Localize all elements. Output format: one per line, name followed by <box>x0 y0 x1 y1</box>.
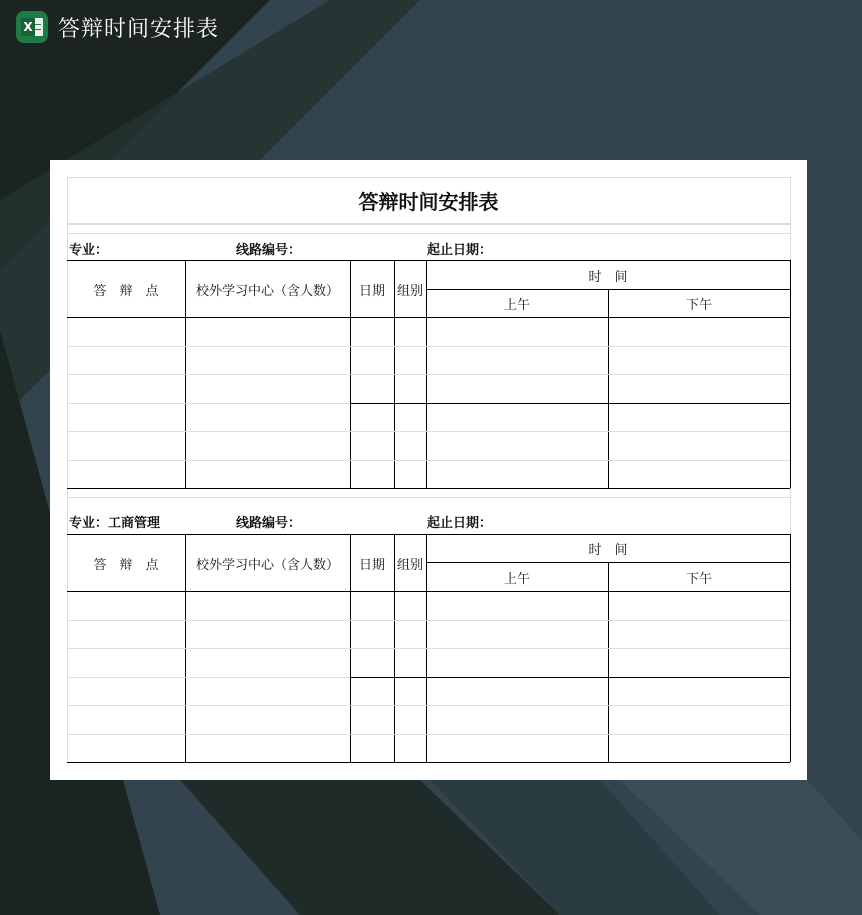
date-range-label: 起止日期： <box>427 516 493 531</box>
table-border <box>790 260 791 488</box>
route-number-label: 线路编号： <box>236 516 302 531</box>
header-time: 时 间 <box>588 269 628 285</box>
table-border <box>350 403 790 404</box>
date-range-label: 起止日期： <box>427 243 493 258</box>
table-border <box>350 677 790 678</box>
table-border <box>67 591 790 592</box>
table-border <box>67 762 790 763</box>
gridline <box>67 177 790 178</box>
header-morning: 上午 <box>503 571 530 587</box>
header-date: 日期 <box>358 283 385 299</box>
route-number-label: 线路编号： <box>236 243 302 258</box>
gridline <box>67 431 790 432</box>
table-border <box>67 317 790 318</box>
gridline <box>67 620 790 621</box>
header-time: 时 间 <box>588 543 628 558</box>
gridline <box>67 346 790 347</box>
gridline <box>67 177 68 763</box>
table-border <box>67 488 790 489</box>
header-study-center: 校外学习中心（含人数） <box>195 557 339 573</box>
spreadsheet-grid <box>67 177 790 763</box>
header-morning: 上午 <box>503 298 530 313</box>
sheet-title: 答辩时间安排表 <box>358 190 499 214</box>
app-header <box>16 10 219 44</box>
spreadsheet-page <box>50 160 807 780</box>
table-border <box>67 260 790 261</box>
gridline <box>67 677 350 678</box>
gridline <box>67 233 790 234</box>
table-border <box>608 562 609 762</box>
header-defense-point: 答 辩 点 <box>93 283 159 299</box>
table-border <box>608 289 609 488</box>
gridline <box>67 403 350 404</box>
gridline <box>67 224 790 225</box>
gridline <box>67 734 790 735</box>
table-border <box>67 534 790 535</box>
header-date: 日期 <box>358 557 385 573</box>
gridline <box>67 374 790 375</box>
gridline <box>67 648 790 649</box>
app-title: 答辩时间安排表 <box>58 16 220 42</box>
header-afternoon: 下午 <box>685 298 712 313</box>
header-defense-point: 答 辩 点 <box>93 557 159 573</box>
major-label: 专业： <box>69 243 109 258</box>
gridline <box>67 705 790 706</box>
excel-icon: X <box>16 11 48 43</box>
table-border <box>790 534 791 762</box>
header-study-center: 校外学习中心（含人数） <box>195 283 339 299</box>
header-group: 组别 <box>396 283 423 299</box>
header-group: 组别 <box>396 557 423 573</box>
gridline <box>67 460 790 461</box>
gridline <box>67 497 790 498</box>
major-label: 专业：工商管理 <box>69 516 161 531</box>
header-afternoon: 下午 <box>685 571 712 587</box>
